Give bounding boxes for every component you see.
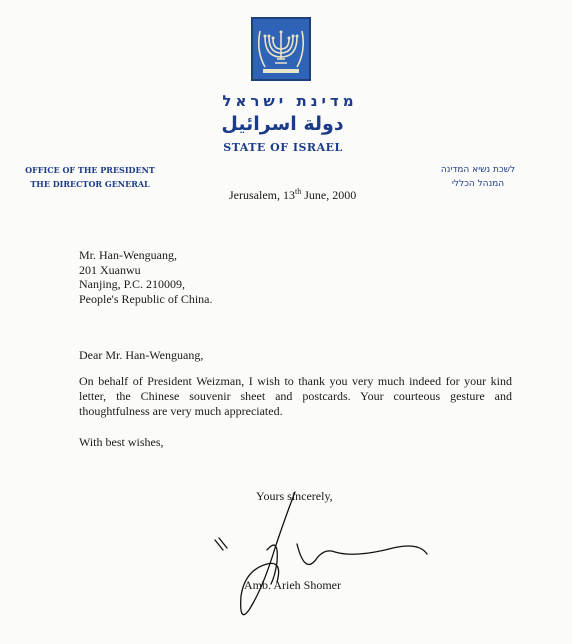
- date-ordinal: th: [294, 187, 302, 196]
- address-line: Nanjing, P.C. 210009,: [79, 277, 186, 291]
- office-en-line: THE DIRECTOR GENERAL: [30, 179, 150, 189]
- letter-date: [229, 187, 356, 203]
- letter-body: On behalf of President Weizman, I wish to thank you very much indeed for your kind letter, the Chinese souvenir sheet and postcards. Your courteous gesture and thoughtfulness are very much appreciated.: [79, 374, 512, 418]
- office-he-line: המנהל הכללי: [451, 179, 505, 189]
- office-english: [14, 163, 166, 191]
- arabic-state-title: دولة اسرائيل: [221, 113, 344, 135]
- address-line: People's Republic of China.: [79, 291, 213, 306]
- date-prefix: Jerusalem, 13: [229, 188, 295, 202]
- date-suffix: June, 2000: [301, 188, 357, 202]
- office-hebrew: [410, 163, 546, 191]
- address-line: Mr. Han-Wenguang,: [79, 248, 178, 262]
- office-en-line: OFFICE OF THE PRESIDENT: [25, 165, 155, 175]
- signer-name: Amb. Arieh Shomer: [244, 578, 341, 592]
- hebrew-state-title: מדינת ישראל: [222, 92, 358, 110]
- best-wishes: With best wishes,: [79, 435, 164, 449]
- address-line: 201 Xuanwu: [79, 262, 141, 277]
- english-state-title: STATE OF ISRAEL: [223, 141, 343, 154]
- salutation: Dear Mr. Han-Wenguang,: [79, 348, 204, 362]
- office-he-line: לשכת נשיא המדינה: [440, 165, 516, 175]
- recipient-address: [79, 248, 212, 306]
- closing: Yours sincerely,: [256, 489, 333, 503]
- menorah-emblem-icon: [251, 17, 311, 81]
